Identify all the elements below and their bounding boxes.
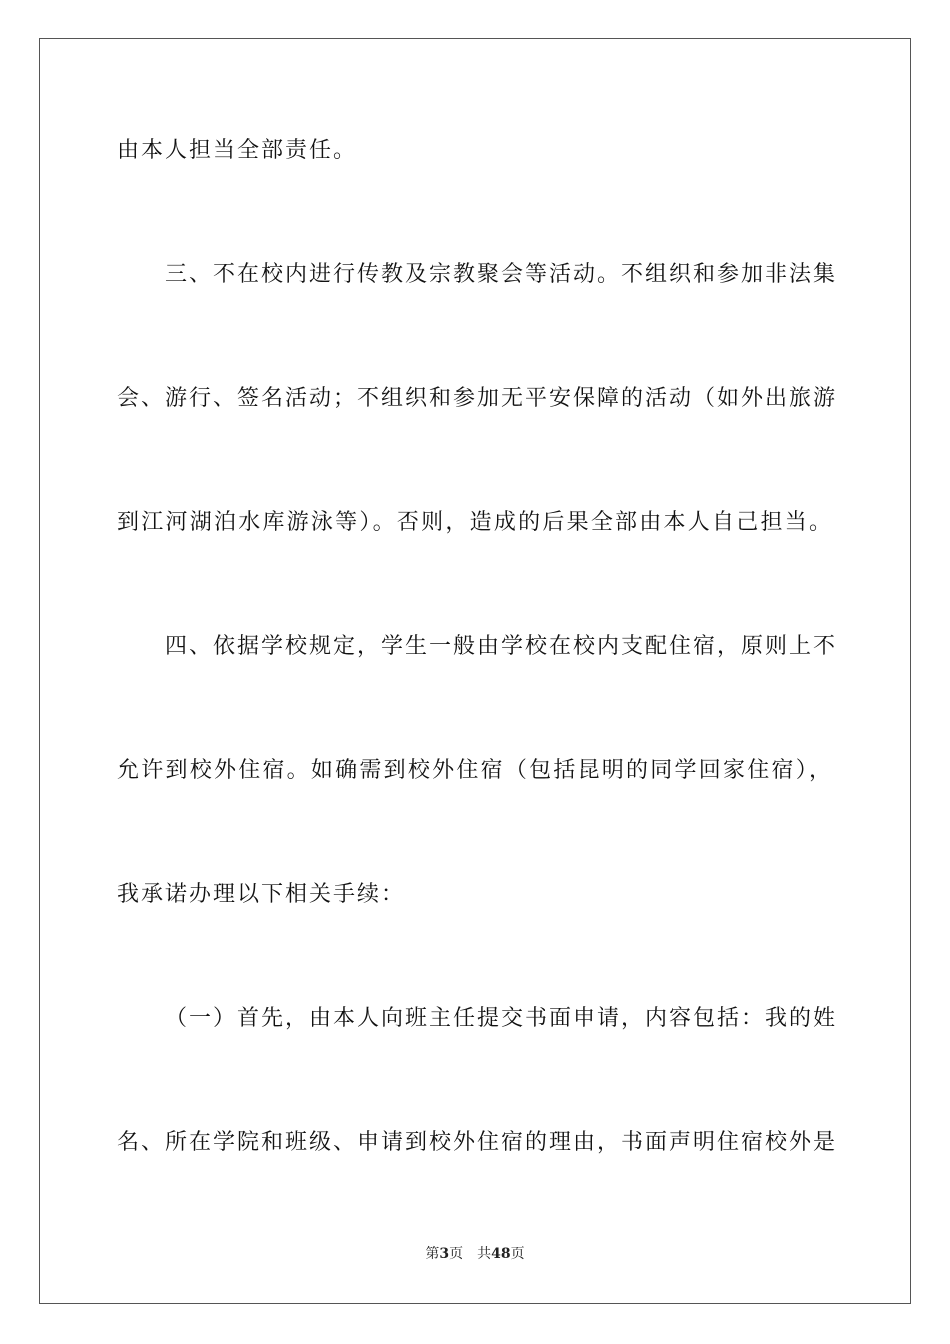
text-line-5: 四、依据学校规定，学生一般由学校在校内支配住宿，原则上不 (165, 634, 838, 659)
text-line-9: 名、所在学院和班级、申请到校外住宿的理由，书面声明住宿校外是 (117, 1130, 838, 1155)
text-line-7: 我承诺办理以下相关手续： (117, 882, 406, 907)
text-line-6: 允许到校外住宿。如确需到校外住宿（包括昆明的同学回家住宿）， (117, 758, 833, 783)
footer-total-prefix: 共 (477, 1246, 492, 1262)
text-line-2: 三、不在校内进行传教及宗教聚会等活动。不组织和参加非法集 (165, 262, 838, 287)
page-footer (0, 1244, 950, 1264)
text-line-8: （一）首先，由本人向班主任提交书面申请，内容包括：我的姓 (165, 1006, 838, 1031)
footer-page-number: 3 (439, 1246, 450, 1262)
page-frame (39, 38, 911, 1304)
footer-total-pages: 48 (491, 1246, 511, 1262)
footer-page-prefix: 第 (425, 1246, 440, 1262)
text-line-1: 由本人担当全部责任。 (117, 138, 358, 163)
footer-total-suffix: 页 (510, 1246, 525, 1262)
text-line-4: 到江河湖泊水库游泳等）。否则，造成的后果全部由本人自己担当。 (117, 510, 833, 535)
text-line-3: 会、游行、签名活动；不组织和参加无平安保障的活动（如外出旅游 (117, 386, 838, 411)
footer-page-suffix: 页 (449, 1246, 464, 1262)
